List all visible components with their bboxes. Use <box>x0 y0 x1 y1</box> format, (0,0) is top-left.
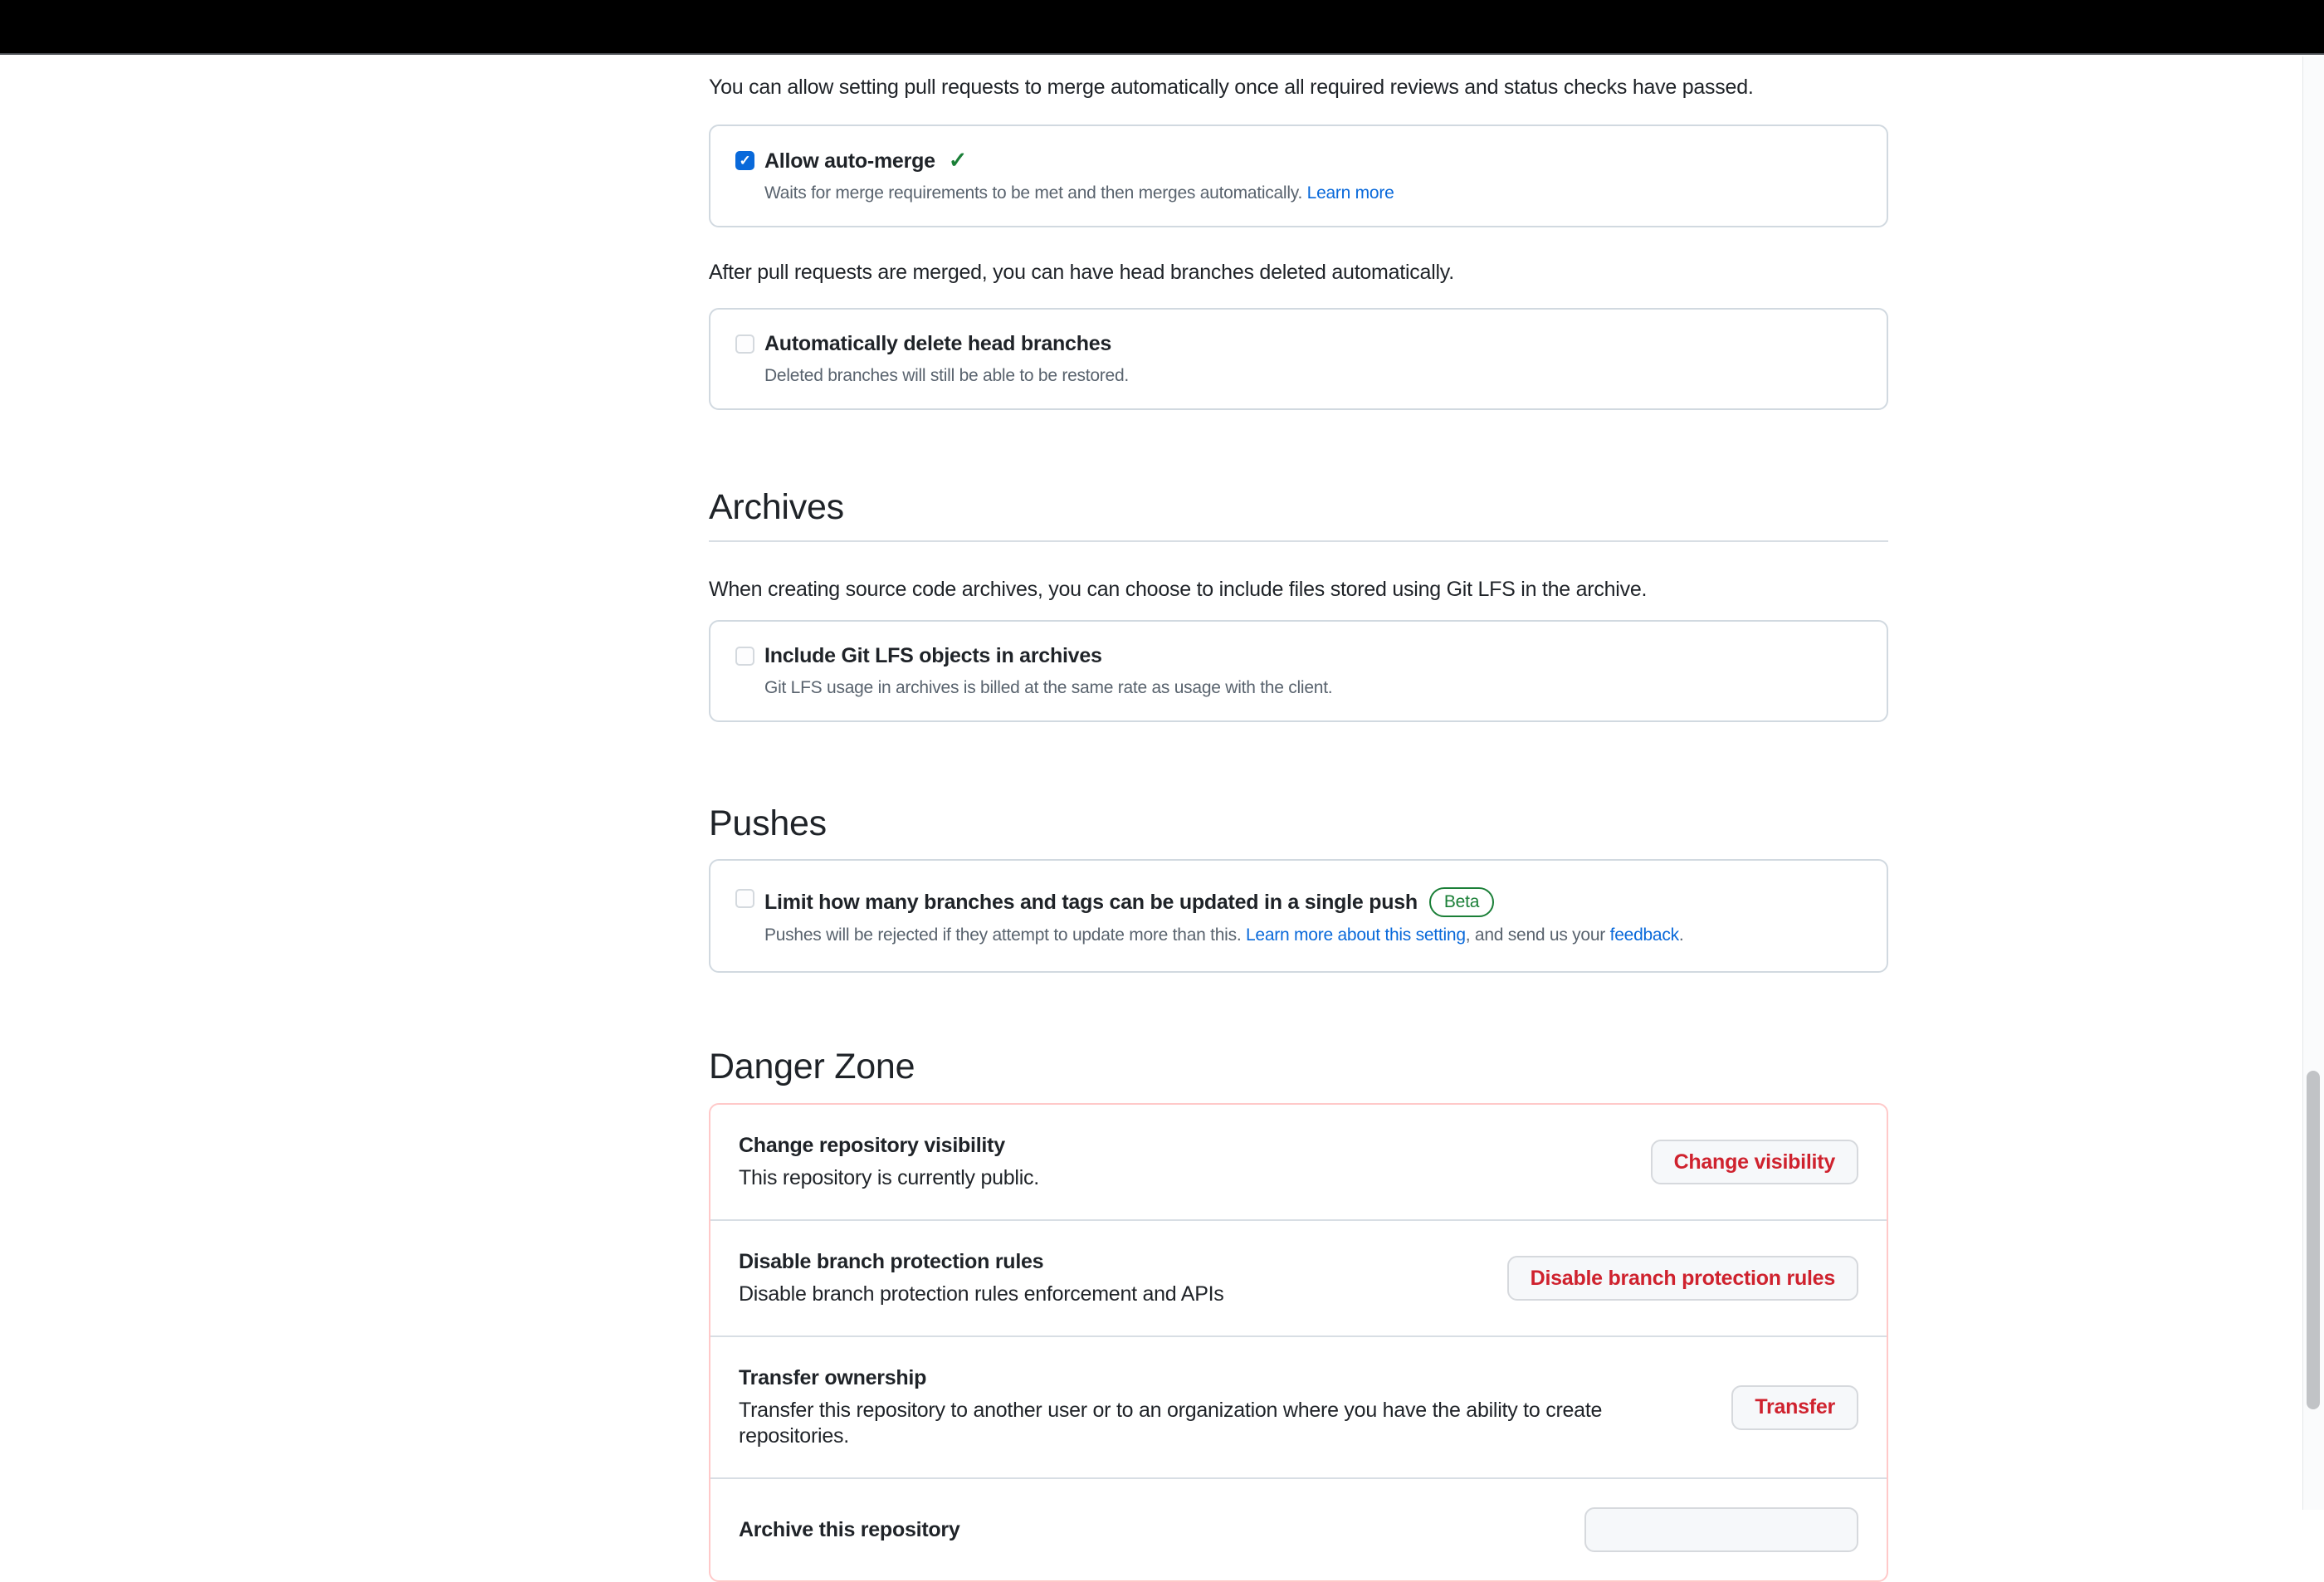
scrollbar-thumb[interactable] <box>2307 1071 2320 1409</box>
disable-branch-protection-button[interactable]: Disable branch protection rules <box>1507 1256 1858 1301</box>
beta-badge: Beta <box>1429 887 1494 917</box>
auto-merge-intro-text: You can allow setting pull requests to merge automatically once all required reviews and status checks have passed. <box>709 76 1754 99</box>
limit-push-note-2: , and send us your <box>1465 925 1610 945</box>
feedback-link[interactable]: feedback <box>1609 925 1679 945</box>
top-black-bar <box>0 0 2324 55</box>
archives-divider <box>709 540 1888 542</box>
danger-zone-box <box>709 1103 1888 1582</box>
repo-settings-content <box>709 56 1888 1582</box>
head-branches-intro-text: After pull requests are merged, you can have head branches deleted automatically. <box>709 261 1454 284</box>
allow-auto-merge-checkbox[interactable] <box>735 151 754 170</box>
include-lfs-label: Include Git LFS objects in archives <box>764 644 1102 667</box>
success-check-icon: ✓ <box>948 148 968 173</box>
danger-zone-heading: Danger Zone <box>709 1047 915 1086</box>
limit-push-learn-more-link[interactable]: Learn more about this setting <box>1246 925 1466 945</box>
checkmark-icon: ✓ <box>739 153 751 168</box>
limit-push-box <box>709 859 1888 973</box>
archive-repository-button[interactable] <box>1584 1507 1858 1552</box>
scrollbar-track[interactable] <box>2302 56 2324 1510</box>
transfer-ownership-title: Transfer ownership <box>739 1366 927 1389</box>
allow-auto-merge-note: Waits for merge requirements to be met and then merges automatically. <box>764 183 1307 203</box>
archive-repository-title: Archive this repository <box>739 1517 960 1541</box>
transfer-button[interactable]: Transfer <box>1731 1385 1858 1430</box>
auto-merge-learn-more-link[interactable]: Learn more <box>1306 183 1394 203</box>
archive-repository-row <box>710 1477 1887 1580</box>
change-visibility-title: Change repository visibility <box>739 1134 1005 1157</box>
transfer-ownership-row <box>710 1335 1887 1477</box>
archives-heading: Archives <box>709 487 844 527</box>
include-lfs-note: Git LFS usage in archives is billed at the same rate as usage with the client. <box>764 678 1333 697</box>
disable-branch-protection-desc: Disable branch protection rules enforcement and APIs <box>739 1282 1224 1306</box>
disable-branch-protection-title: Disable branch protection rules <box>739 1250 1044 1273</box>
limit-push-label: Limit how many branches and tags can be updated in a single push <box>764 891 1418 914</box>
delete-head-branches-box <box>709 308 1888 410</box>
limit-push-checkbox[interactable] <box>735 889 754 908</box>
change-visibility-desc: This repository is currently public. <box>739 1166 1039 1189</box>
disable-branch-protection-row <box>710 1219 1887 1335</box>
limit-push-note-3: . <box>1678 925 1684 945</box>
delete-head-branches-note: Deleted branches will still be able to be restored. <box>764 366 1129 385</box>
allow-auto-merge-box <box>709 125 1888 227</box>
allow-auto-merge-label: Allow auto-merge <box>764 149 935 173</box>
change-visibility-button[interactable]: Change visibility <box>1651 1140 1858 1184</box>
delete-head-branches-label: Automatically delete head branches <box>764 332 1112 355</box>
change-visibility-row <box>710 1105 1887 1219</box>
archives-intro-text: When creating source code archives, you can choose to include files stored using Git LFS in the archive. <box>709 578 1648 601</box>
limit-push-note-1: Pushes will be rejected if they attempt to update more than this. <box>764 925 1246 945</box>
transfer-ownership-desc: Transfer this repository to another user or to an organization where you have the ability to create repositories. <box>739 1399 1603 1448</box>
pushes-heading: Pushes <box>709 803 827 843</box>
include-lfs-checkbox[interactable] <box>735 647 754 666</box>
delete-head-branches-checkbox[interactable] <box>735 334 754 354</box>
include-lfs-box <box>709 620 1888 722</box>
